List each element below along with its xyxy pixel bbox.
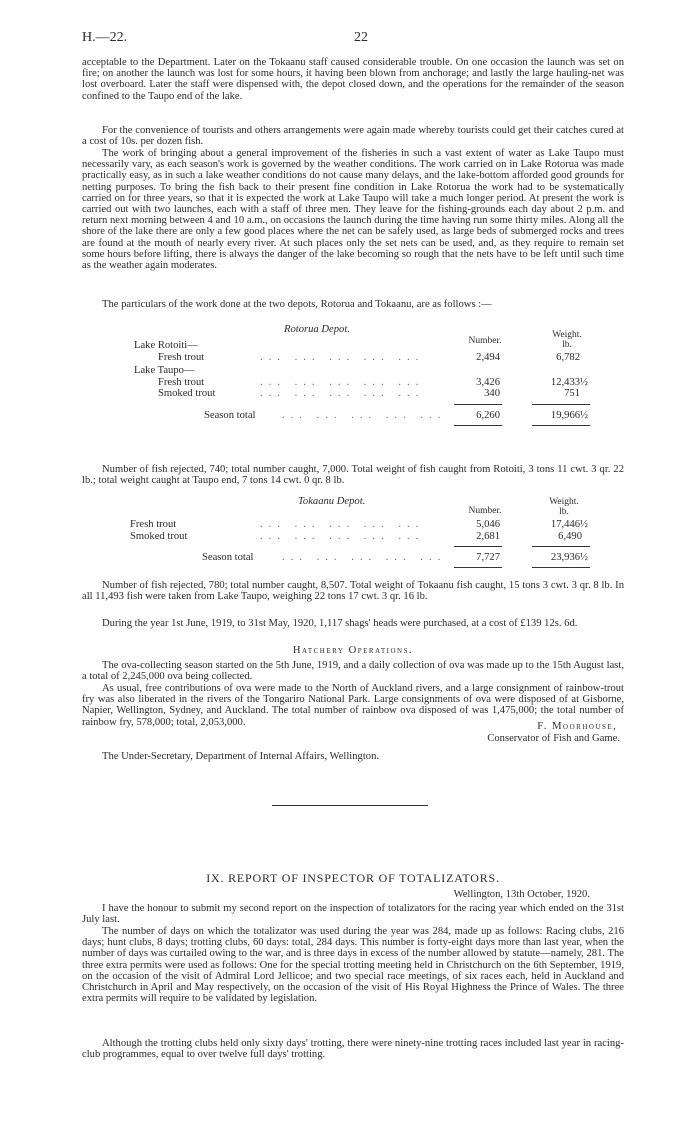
row-label: Smoked trout — [130, 531, 188, 542]
paragraph: As usual, free contributions of ova were made to the North of Auckland rivers, and a large consignment of rainbow-trout fry was also liberated in the rivers of the Tongariro National Park. Large consignments of ova were disposed of at Gisborne, Napier, Wellington, Sydney, and Auckland. The total number of rainbow ova disposed of was 1,475,000; the total number of rainbow fry, 578,000; total, 2,053,000. — [82, 683, 624, 728]
section-heading: IX. REPORT OF INSPECTOR OF TOTALIZATORS. — [206, 871, 500, 885]
leader-dots: ... ... ... ... ... — [260, 352, 425, 363]
leader-dots: ... ... ... ... ... — [282, 410, 447, 421]
row-number: 3,426 — [476, 377, 500, 388]
total-weight: 19,966½ — [550, 410, 588, 421]
row-label: Fresh trout — [130, 519, 177, 530]
leader-dots: ... ... ... ... ... — [260, 519, 425, 530]
table-title: Rotorua Depot. — [284, 324, 350, 335]
paragraph: The ova-collecting season started on the 5th June, 1919, and a daily collection of ova was made up to the 15th August last, a total of 2,245,000 ova being collected. — [82, 660, 624, 683]
total-label: Season total — [202, 552, 254, 563]
row-number: 2,681 — [476, 531, 500, 542]
paragraph: During the year 1st June, 1919, to 31st May, 1920, 1,117 shags' heads were purchased, at a cost of £139 12s. 6d. — [102, 618, 578, 629]
group-label: Lake Taupo— — [134, 365, 195, 376]
column-header-number: Number. — [468, 336, 502, 346]
paragraph: Number of fish rejected, 740; total number caught, 7,000. Total weight of fish caught from Rotoiti, 3 tons 11 cwt. 3 qr. 22 lb.; total weight caught at Taupo end, 7 tons 14 cwt. 0 qr. 8 lb. — [82, 464, 624, 487]
tokaanu-depot-table — [82, 494, 624, 576]
page-number: 22 — [354, 30, 368, 45]
table-title: Tokaanu Depot. — [298, 496, 366, 507]
row-label: Fresh trout — [158, 352, 205, 363]
row-number: 340 — [484, 388, 500, 399]
report-code: H.—22. — [82, 30, 128, 45]
section-subheading: Hatchery Operations. — [292, 645, 414, 656]
total-rule — [454, 425, 502, 426]
leader-dots: ... ... ... ... ... — [282, 552, 447, 563]
row-weight: 751 — [564, 388, 580, 399]
paragraph: Number of fish rejected, 780; total number caught, 8,507. Total weight of Tokaanu fish caught, 15 tons 3 cwt. 3 qr. 8 lb. In all 11,493 fish were taken from Lake Taupo, weighing 22 tons 17 cwt. 3 qr. 16 lb. — [82, 580, 624, 603]
row-number: 5,046 — [476, 519, 500, 530]
paragraph: For the convenience of tourists and others arrangements were again made whereby tourists could get their catches cured at a cost of 10s. per dozen fish. — [82, 125, 624, 148]
column-header-weight: Weight. — [552, 330, 582, 340]
row-number: 2,494 — [476, 352, 500, 363]
leader-dots: ... ... ... ... ... — [260, 531, 425, 542]
subtotal-rule — [454, 546, 502, 547]
leader-dots: ... ... ... ... ... — [260, 377, 425, 388]
signature-name: F. Moorhouse, — [537, 721, 618, 732]
row-weight: 6,490 — [558, 531, 582, 542]
column-header-weight-unit: lb. — [562, 340, 572, 350]
total-rule — [532, 425, 590, 426]
total-rule — [454, 567, 502, 568]
column-header-weight-unit: lb. — [559, 507, 569, 517]
total-weight: 23,936½ — [550, 552, 588, 563]
row-weight: 17,446½ — [550, 519, 588, 530]
row-label: Smoked trout — [158, 388, 216, 399]
paragraph: The work of bringing about a general improvement of the fisheries in such a vast extent of water as Lake Taupo must necessarily vary, as each season's work is governed by the weather conditions. The work carried on in Lake Rotorua was made practically easy, as in such a lake weather conditions do not cause many delays, and the lake-bottom afforded good grounds for netting purposes. To bring the fish back to their present fine condition in Lake Rotorua the work had to be systematically carried on for three years, so that it is expected the work at Lake Taupo will take a much longer period. At present the work is carried out with two launches, each with a staff of three men. They leave for the fishing-grounds each day about 2 p.m. and return next morning between 4 and 10 a.m., on occasions the launch during the time having run some thirty miles. Along all the shore of the lake there are only a few good places where the net can be safely used, as large beds of submerged rocks and trees are found at the mouth of nearly every river. At such places only the set nets can be used, and, as they require to remain set some hours before lifting, there is always the danger of the lake becoming so rough that the nets have to be left until such time as the weather again moderates. — [82, 148, 624, 272]
column-header-number: Number. — [468, 506, 502, 516]
row-weight: 6,782 — [556, 352, 580, 363]
paragraph: acceptable to the Department. Later on the Tokaanu staff caused considerable trouble. On one occasion the launch was set on fire; on another the launch was lost for some hours, it having been blown from anchorage; and lastly the large hauling-net was lost overboard. Later the staff were dispensed with, the depot closed down, and the operations for the remainder of the season confined to the Taupo end of the lake. — [82, 57, 624, 102]
signature-title: Conservator of Fish and Game. — [487, 733, 620, 744]
page-header — [82, 30, 624, 50]
group-label: Lake Rotoiti— — [134, 340, 198, 351]
row-label: Fresh trout — [158, 377, 205, 388]
total-label: Season total — [204, 410, 256, 421]
total-number: 6,260 — [476, 410, 500, 421]
total-number: 7,727 — [476, 552, 500, 563]
paragraph: Although the trotting clubs held only sixty days' trotting, there were ninety-nine trotting races included last year in racing-club programmes, equal to over twelve full days' trotting. — [82, 1038, 624, 1061]
subtotal-rule — [532, 546, 590, 547]
paragraph: I have the honour to submit my second report on the inspection of totalizators for the racing year which ended on the 31st July last. — [82, 903, 624, 926]
dateline: Wellington, 13th October, 1920. — [453, 889, 590, 900]
signature-block — [487, 721, 620, 745]
addressee: The Under-Secretary, Department of Internal Affairs, Wellington. — [102, 751, 380, 762]
column-header-weight: Weight. — [549, 497, 579, 507]
section-divider — [272, 805, 428, 806]
rotorua-depot-table — [82, 322, 624, 457]
total-rule — [532, 567, 590, 568]
paragraph: The number of days on which the totalizator was used during the year was 284, made up as follows: Racing clubs, 216 days; hunt clubs, 8 days; trotting clubs, 60 days: total, 284 days. This number is forty-eight days more than last year, when the number of days was curtailed owing to the war, and is three days in excess of the number allowed by statute—namely, 281. The three extra permits were used as follows: One for the special trotting meeting held in Christchurch on the 6th September, 1919, on the occasion of the visit of Admiral Lord Jellicoe; and two special race meetings, of six races each, held in Auckland and Christchurch in April and May respectively, on the occasion of the visit of His Royal Highness the Prince of Wales. The three extra permits will require to be validated by legislation. — [82, 926, 624, 1005]
leader-dots: ... ... ... ... ... — [260, 388, 425, 399]
subtotal-rule — [532, 404, 590, 405]
row-weight: 12,433½ — [550, 377, 588, 388]
subtotal-rule — [454, 404, 502, 405]
paragraph: The particulars of the work done at the two depots, Rotorua and Tokaanu, are as follows :— — [102, 299, 492, 310]
